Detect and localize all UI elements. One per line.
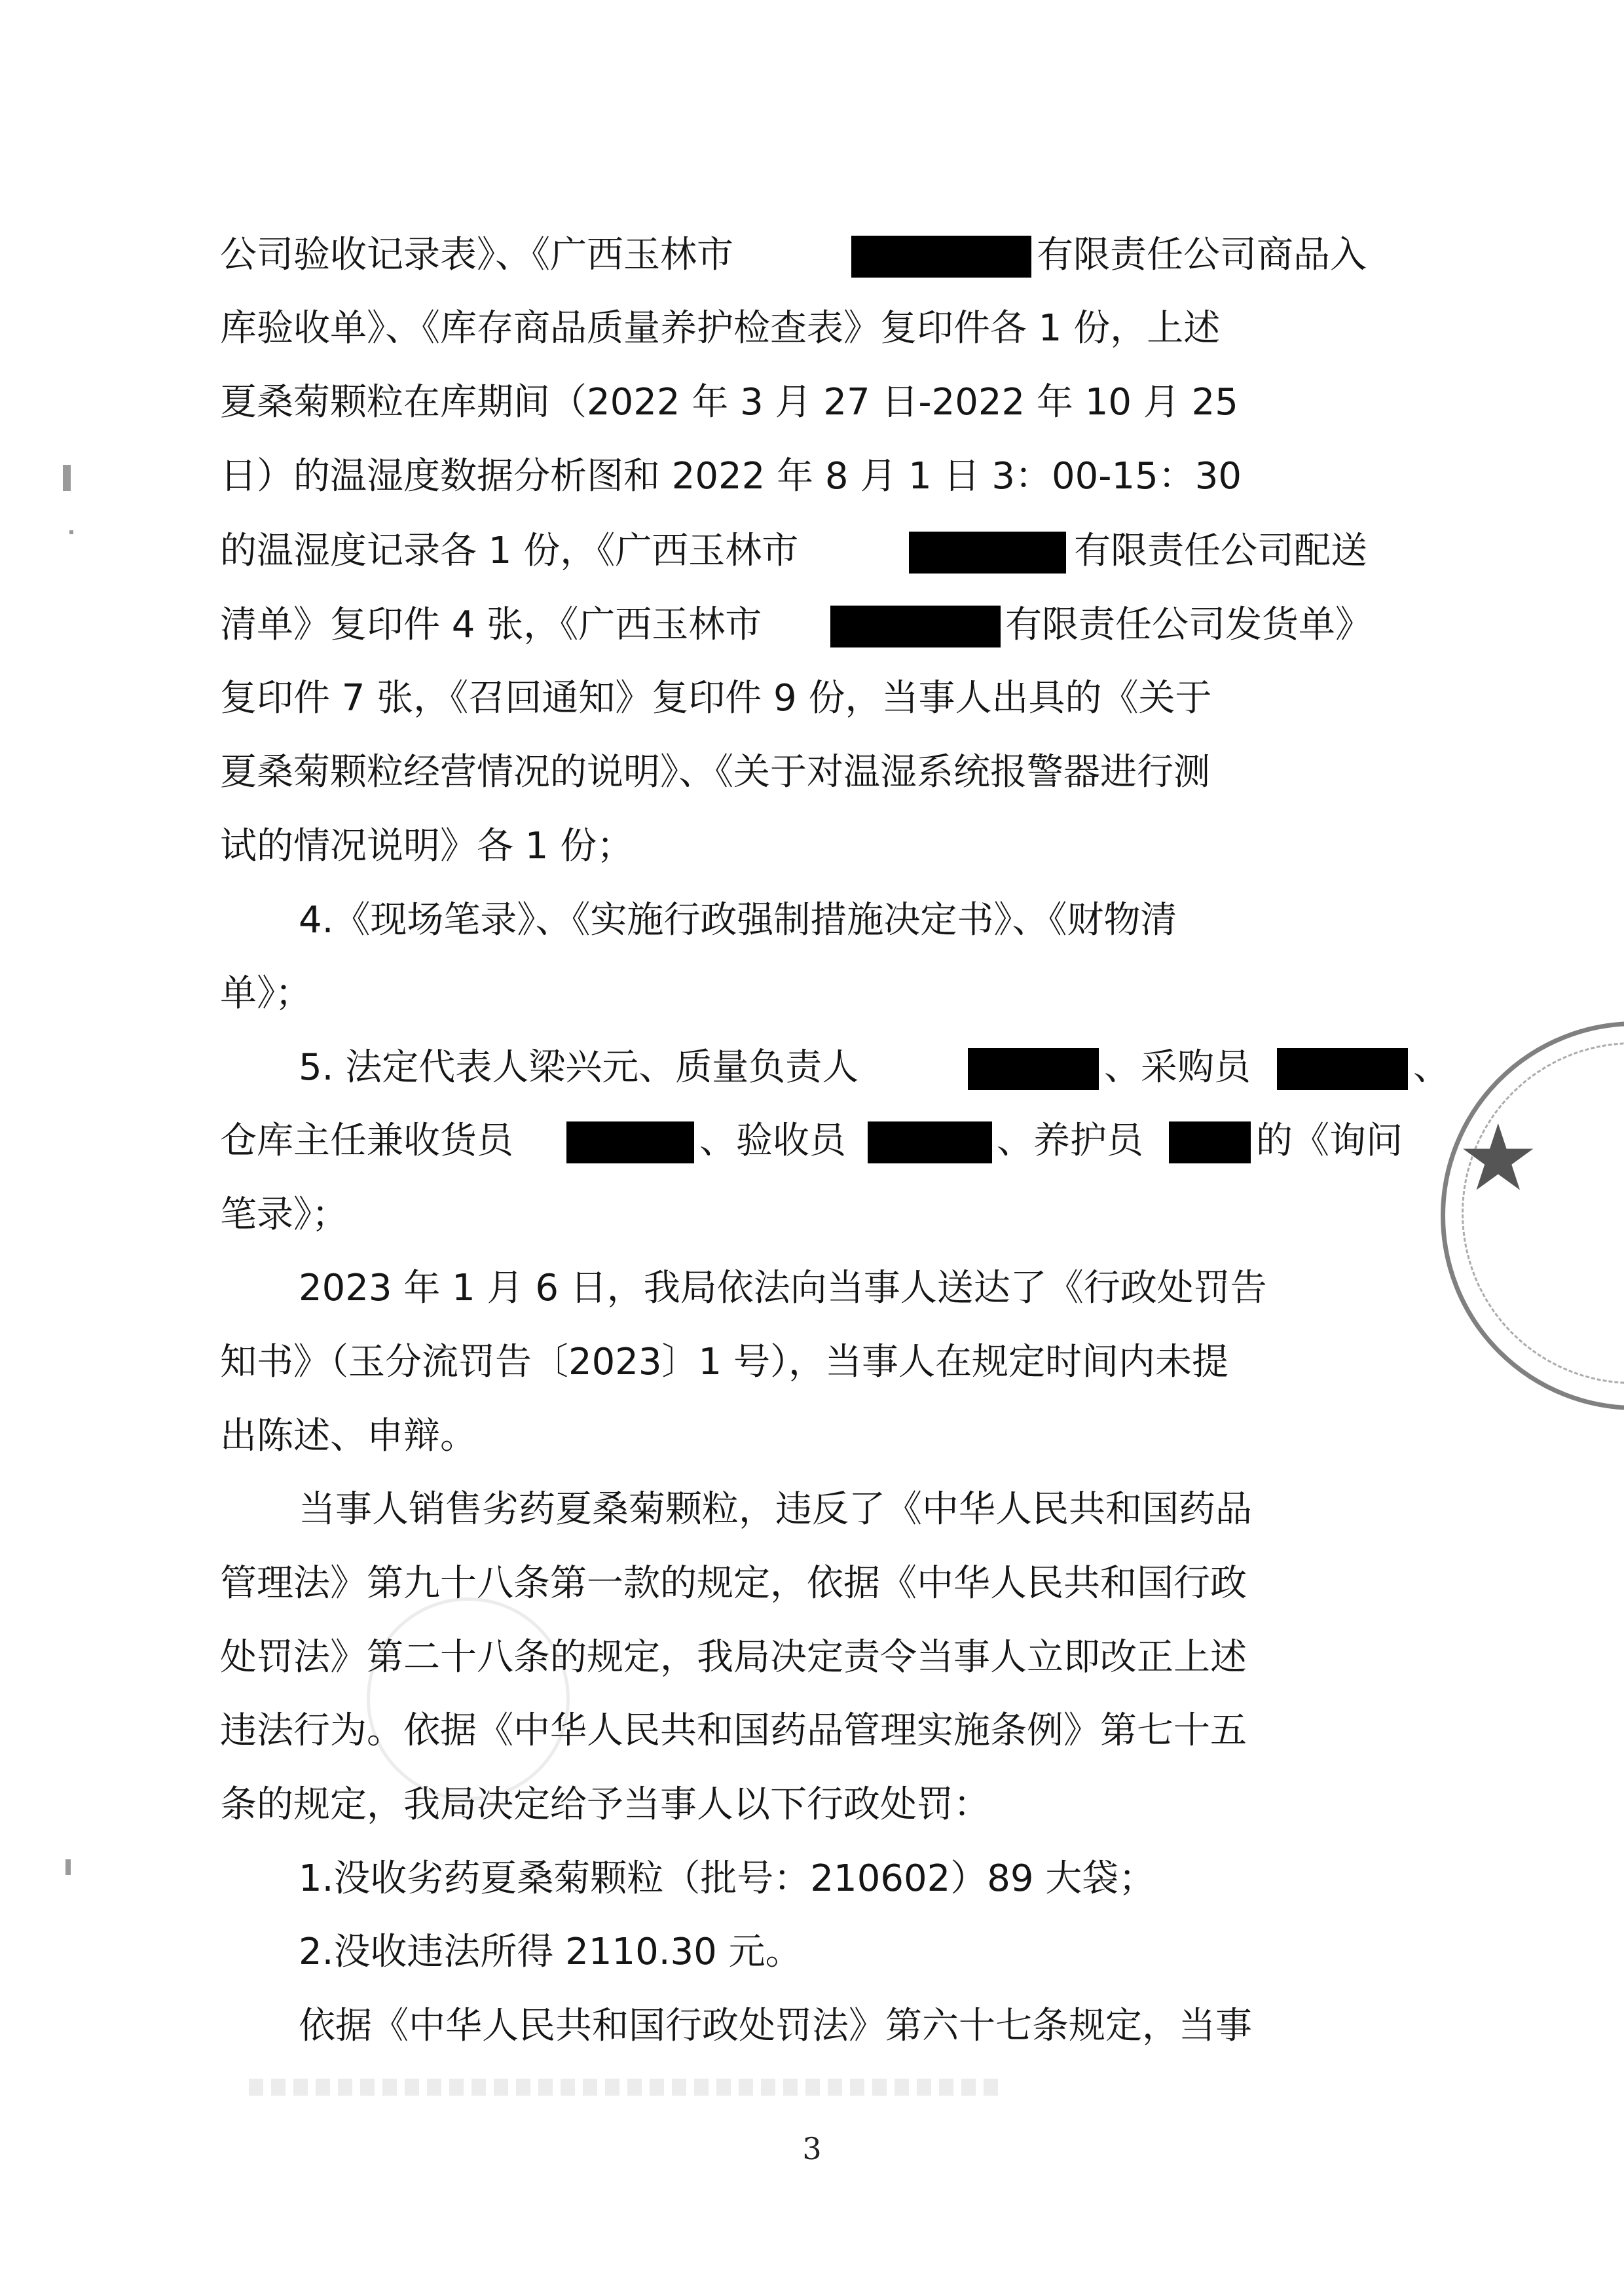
body-line: [0, 1772, 1624, 1838]
line-text: 单》；: [220, 972, 312, 1015]
line-text: 、: [1413, 1046, 1450, 1089]
body-line: [0, 961, 1624, 1027]
body-line: [0, 223, 1624, 288]
body-line: [0, 296, 1624, 361]
redaction-block: [830, 606, 1001, 647]
line-text: 笔录》；: [220, 1194, 348, 1236]
line-text: 5. 法定代表人梁兴元、质量负责人: [299, 1046, 859, 1089]
line-text: 、采购员: [1104, 1046, 1251, 1089]
line-text: 依据《中华人民共和国行政处罚法》第六十七条规定，当事: [299, 2005, 1252, 2047]
body-line: [0, 519, 1624, 584]
body-line: [0, 1994, 1624, 2059]
line-text: 库验收单》、《库存商品质量养护检查表》复印件各 1 份，上述: [220, 307, 1221, 350]
line-text: 当事人销售劣药夏桑菊颗粒，违反了《中华人民共和国药品: [299, 1488, 1252, 1531]
body-line: [0, 1035, 1624, 1101]
body-line: [0, 1698, 1624, 1764]
line-text: 条的规定，我局决定给予当事人以下行政处罚：: [220, 1783, 990, 1826]
line-text: 夏桑菊颗粒在库期间（2022 年 3 月 27 日-2022 年 10 月 25: [220, 381, 1238, 424]
line-text: 管理法》第九十八条第一款的规定，依据《中华人民共和国行政: [220, 1562, 1247, 1605]
line-text: 复印件 7 张，《召回通知》复印件 9 份，当事人出具的《关于: [220, 677, 1212, 720]
line-text: 2023 年 1 月 6 日，我局依法向当事人送达了《行政处罚告: [299, 1267, 1267, 1309]
line-text: 4.《现场笔录》、《实施行政强制措施决定书》、《财物清: [299, 899, 1177, 941]
body-line: [0, 1477, 1624, 1542]
line-text: 违法行为。依据《中华人民共和国药品管理实施条例》第七十五: [220, 1709, 1247, 1752]
redaction-block: [968, 1048, 1099, 1090]
body-line: [0, 592, 1624, 658]
page-number: 3: [802, 2131, 822, 2166]
body-line: [0, 444, 1624, 509]
line-text: 夏桑菊颗粒经营情况的说明》、《关于对温湿系统报警器进行测: [220, 751, 1210, 793]
body-line: [0, 666, 1624, 731]
redaction-block: [851, 236, 1031, 278]
body-line: [0, 1920, 1624, 1985]
body-line: [0, 1625, 1624, 1690]
body-line: [0, 370, 1624, 435]
body-line: [0, 1846, 1624, 1912]
line-text: 清单》复印件 4 张，《广西玉林市: [220, 604, 762, 646]
body-line: [0, 888, 1624, 953]
body-line: [0, 814, 1624, 879]
line-text: 有限责任公司发货单》: [1005, 604, 1372, 646]
body-line: [0, 1404, 1624, 1469]
line-text: 1.没收劣药夏桑菊颗粒（批号：210602）89 大袋；: [299, 1857, 1156, 1900]
line-text: 的《询问: [1256, 1120, 1403, 1162]
redaction-block: [868, 1121, 992, 1163]
line-text: 、验收员: [699, 1120, 846, 1162]
redaction-block: [1169, 1121, 1251, 1163]
body-line: [0, 1551, 1624, 1616]
body-line: [0, 1108, 1624, 1174]
line-text: 2.没收违法所得 2110.30 元。: [299, 1931, 802, 1973]
redaction-block: [566, 1121, 694, 1163]
line-text: 公司验收记录表》、《广西玉林市: [220, 234, 733, 276]
body-line: [0, 1182, 1624, 1248]
line-text: 有限责任公司配送: [1074, 530, 1367, 572]
line-text: 有限责任公司商品入: [1037, 234, 1367, 276]
bleed-through-footer: [249, 2079, 1002, 2096]
line-text: 的温湿度记录各 1 份，《广西玉林市: [220, 530, 799, 572]
body-line: [0, 740, 1624, 805]
line-text: 仓库主任兼收货员: [220, 1120, 513, 1162]
line-text: 试的情况说明》各 1 份；: [220, 825, 634, 867]
line-text: 知书》（玉分流罚告〔2023〕1 号），当事人在规定时间内未提: [220, 1341, 1228, 1383]
line-text: 处罚法》第二十八条的规定，我局决定责令当事人立即改正上述: [220, 1636, 1247, 1679]
redaction-block: [909, 532, 1066, 574]
body-line: [0, 1256, 1624, 1321]
line-text: 日）的温湿度数据分析图和 2022 年 8 月 1 日 3：00-15：30: [220, 455, 1242, 498]
body-line: [0, 1330, 1624, 1395]
redaction-block: [1277, 1048, 1408, 1090]
line-text: 、养护员: [997, 1120, 1143, 1162]
seal-star-icon: ★: [1457, 1105, 1540, 1212]
line-text: 出陈述、申辩。: [220, 1415, 477, 1457]
